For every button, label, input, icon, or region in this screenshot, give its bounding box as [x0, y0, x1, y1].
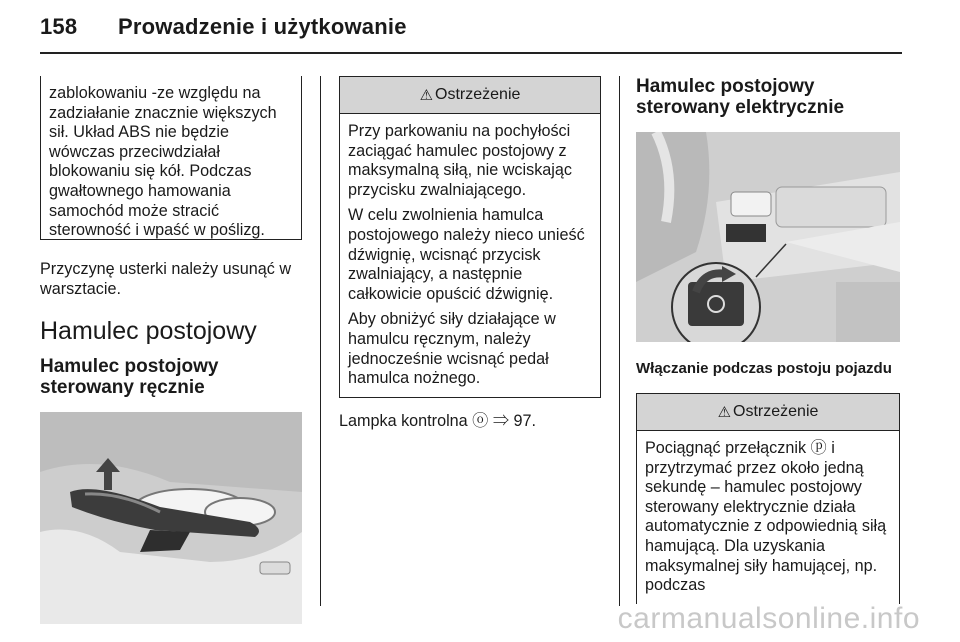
- warning-header: [636, 393, 900, 431]
- subsection-heading: Hamulec postojowy sterowany ręcznie: [40, 356, 219, 399]
- column-divider: [320, 76, 321, 606]
- warning-triangle-icon: ⚠: [419, 87, 434, 104]
- warning-title: Ostrzeżenie: [733, 403, 819, 420]
- column-3: [636, 60, 900, 604]
- column-2: [339, 60, 601, 431]
- indicator-lamp-text: Lampka kontrolna ⓞ ⇒ 97.: [339, 411, 537, 430]
- column-1: [40, 60, 302, 624]
- column-divider: [619, 76, 620, 606]
- section-heading: Hamulec postojowy: [40, 317, 257, 346]
- electric-brake-image: [636, 132, 900, 342]
- electric-brake-illustration: [636, 132, 900, 342]
- image-caption: Włączanie podczas postoju pojazdu: [636, 360, 892, 377]
- warning-paragraph: W celu zwolnienia hamulca postojowego należy nieco unieść dźwignię, wcisnąć przycisk zwalniający, a następnie całkowicie opuścić dźwignię.: [348, 206, 585, 303]
- page-number: 158: [40, 14, 78, 39]
- page-title: Prowadzenie i użytkowanie: [118, 14, 407, 39]
- page-header: [40, 14, 407, 40]
- warning-title: Ostrzeżenie: [435, 86, 521, 103]
- warning-body: [339, 114, 601, 398]
- handbrake-illustration: [40, 412, 302, 624]
- handbrake-image: [40, 412, 302, 624]
- continued-warning-text: zablokowaniu -ze względu na zadziałanie znacznie większych sił. Układ ABS nie będzie wówczas przeciwdziałał blokowaniu się kół. Podczas gwałtownego hamowania samochód może stracić sterowność i wpaść w poślizg.: [49, 84, 277, 240]
- subsection-heading: Hamulec postojowy sterowany elektrycznie: [636, 76, 845, 118]
- warning-box: [339, 76, 601, 398]
- warning-paragraph: Przy parkowaniu na pochyłości zaciągać hamulec postojowy z maksymalną siłą, nie wciskając przycisku zwalniającego.: [348, 122, 573, 199]
- warning-box: [636, 393, 900, 604]
- warning-header: [339, 76, 601, 114]
- repair-note: Przyczynę usterki należy usunąć w warsztacie.: [40, 260, 292, 298]
- watermark: carmanualsonline.info: [617, 602, 920, 635]
- warning-paragraph: Pociągnąć przełącznik ⓟ i przytrzymać przez około jedną sekundę – hamulec postojowy sterowany elektrycznie działa automatycznie z odpowiednią siłą hamującą. Dla uzyskania maksymalnej siły hamującej, np. podczas: [645, 439, 887, 595]
- header-rule: [40, 52, 902, 54]
- warning-body: [636, 431, 900, 604]
- warning-paragraph: Aby obniżyć siły działające w hamulcu ręcznym, należy jednocześnie wcisnąć pedał hamulca nożnego.: [348, 310, 556, 388]
- warning-triangle-icon: ⚠: [717, 404, 732, 421]
- continued-warning-box: [40, 76, 302, 240]
